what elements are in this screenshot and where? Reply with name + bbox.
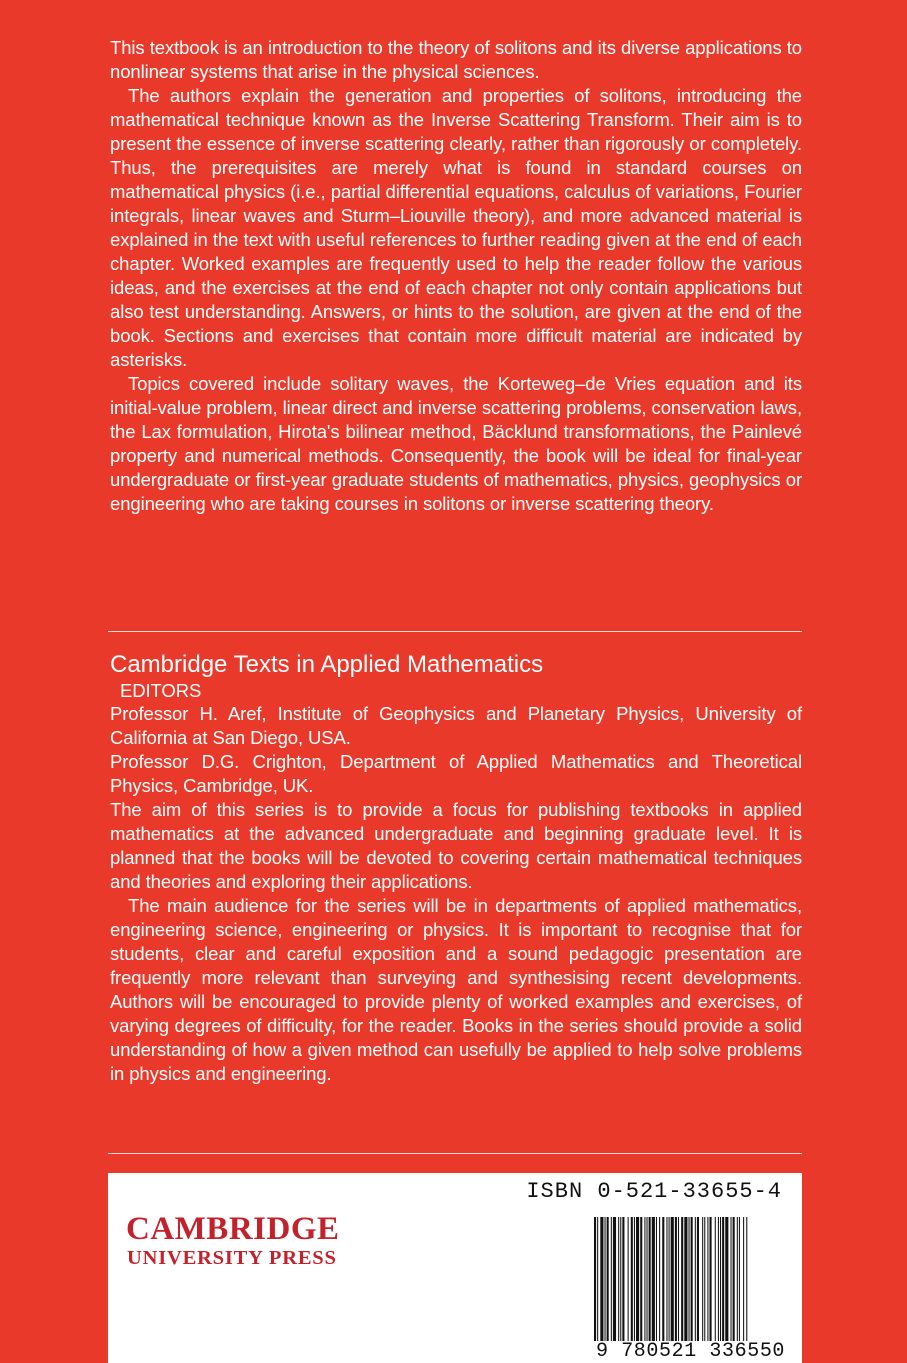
description-paragraph-authors: The authors explain the generation and properties of solitons, introducing the mathematical technique known as the Inverse Scattering Transform. Their aim is to present the essence of inverse scattering clearly, rather than rigorously or completely. Thus, the prerequisites are merely what is found in standard courses on mathematical physics (i.e., partial differential equations, calculus of variations, Fourier integrals, linear waves and Sturm–Liouville theory), and more advanced material is explained in the text with useful references to further reading given at the end of each chapter. Worked examples are frequently used to help the reader follow the various ideas, and the exercises at the end of each chapter not only contain applications but also test understanding. Answers, or hints to the solution, are given at the end of the book. Sections and exercises that contain more difficult material are indicated by asterisks. — [110, 85, 802, 370]
editor-crighton: Professor D.G. Crighton, Department of Applied Mathematics and Theoretical Physics, Cambridge, UK. — [110, 751, 802, 796]
series-title: Cambridge Texts in Applied Mathematics — [110, 651, 544, 678]
barcode-icon — [594, 1217, 786, 1350]
section-divider-bottom — [108, 1153, 802, 1154]
book-description — [110, 36, 802, 516]
publisher-logo — [126, 1211, 340, 1269]
description-paragraph-intro: This textbook is an introduction to the theory of solitons and its diverse applications to nonlinear systems that arise in the physical sciences. — [110, 37, 802, 82]
isbn-number: ISBN 0-521-33655-4 — [526, 1179, 782, 1204]
footer-panel — [108, 1173, 802, 1363]
series-audience-paragraph: The main audience for the series will be in departments of applied mathematics, engineering science, engineering or physics. It is important to recognise that for students, clear and careful exposition and a sound pedagogic presentation are frequently more relevant than surveying and synthesising recent developments. Authors will be encouraged to provide plenty of worked examples and exercises, of varying degrees of difficulty, for the reader. Books in the series should provide a solid understanding of how a given method can usefully be applied to help solve problems in physics and engineering. — [110, 895, 802, 1084]
section-divider-top — [108, 631, 802, 632]
series-aim-paragraph: The aim of this series is to provide a focus for publishing textbooks in applied mathematics at the advanced undergraduate and beginning graduate level. It is planned that the books will be devoted to covering certain mathematical techniques and theories and exploring their applications. — [110, 799, 802, 892]
series-description — [110, 650, 802, 1086]
editors-label: EDITORS — [120, 680, 202, 701]
publisher-subname: UNIVERSITY PRESS — [127, 1247, 337, 1269]
barcode-digits: 9 780521 336550 — [594, 1341, 794, 1363]
description-paragraph-topics: Topics covered include solitary waves, the Korteweg–de Vries equation and its initial-value problem, linear direct and inverse scattering problems, conservation laws, the Lax formulation, Hirota's bilinear method, Bäcklund transformations, the Painlevé property and numerical methods. Consequently, the book will be ideal for final-year undergraduate or first-year graduate students of mathematics, physics, geophysics or engineering who are taking courses in solitons or inverse scattering theory. — [110, 373, 802, 514]
publisher-name: CAMBRIDGE — [126, 1211, 340, 1247]
editor-aref: Professor H. Aref, Institute of Geophysics and Planetary Physics, University of California at San Diego, USA. — [110, 703, 802, 748]
